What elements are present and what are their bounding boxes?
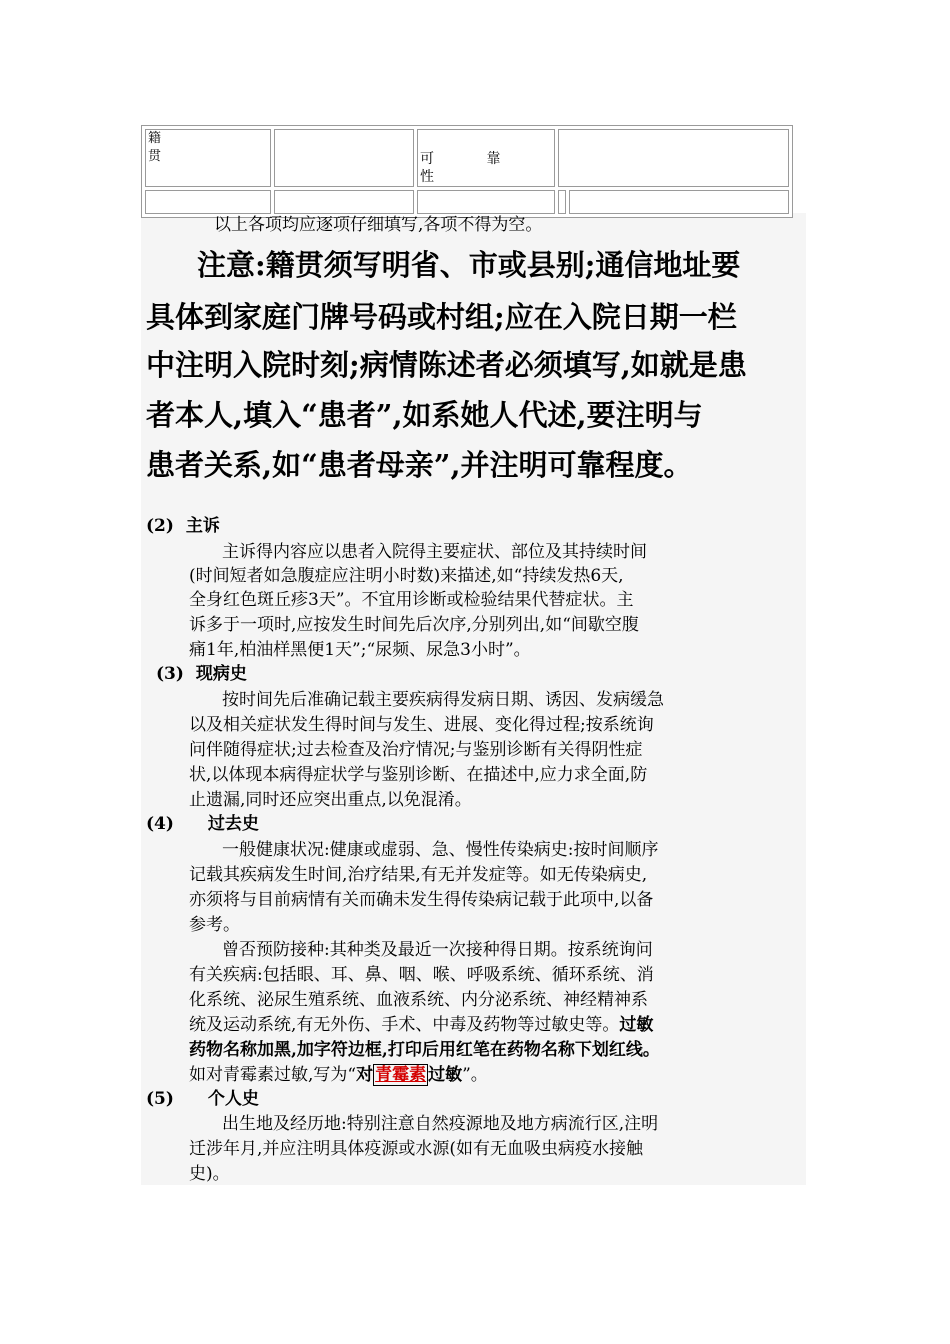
jiguan-label-2: 贯 — [148, 149, 162, 164]
section-4-line-4: 参考。 — [189, 915, 240, 935]
section-3-line-5: 止遗漏,同时还应突出重点,以免混淆。 — [189, 790, 472, 810]
section-2-line-3: 全身红色斑丘疹3天”。不宜用诊断或检验结果代替症状。主 — [189, 590, 634, 610]
section-4-line-9: 药物名称加黑,加字符边框,打印后用红笔在药物名称下划红线。 — [189, 1040, 660, 1060]
table-cell — [569, 190, 789, 214]
section-2-line-4: 诉多于一项时,应按发生时间先后次序,分别列出,如“间歇空腹 — [189, 615, 639, 635]
notice-line-2: 具体到家庭门牌号码或村组;应在入院日期一栏 — [146, 300, 737, 334]
jiguan-label-1: 籍 — [148, 131, 162, 146]
section-5-number: (5) — [146, 1089, 174, 1109]
section-4-line-8-text: 统及运动系统,有无外伤、手术、中毒及药物等过敏史等。 — [189, 1015, 620, 1035]
table-cell-jiguan-value — [274, 129, 414, 187]
allergy-example-prefix: 如对青霉素过敏,写为“ — [189, 1065, 357, 1085]
notice-line-1: 注意:籍贯须写明省、市或县别;通信地址要 — [197, 248, 741, 282]
section-3-number: (3) — [156, 664, 184, 684]
section-4-line-8 — [189, 1013, 653, 1037]
section-4-line-10 — [189, 1063, 488, 1087]
section-3-line-4: 状,以体现本病得症状学与鉴别诊断、在描述中,应力求全面,防 — [189, 765, 648, 785]
section-2-line-2: (时间短者如急腹症应注明小时数)来描述,如“持续发热6天, — [189, 566, 624, 586]
table-cell — [417, 190, 555, 214]
allergy-example-end: ”。 — [462, 1065, 488, 1085]
section-4-number: (4) — [146, 814, 174, 834]
reliability-label: 可 靠 性 — [420, 151, 525, 185]
notice-line-5: 患者关系,如“患者母亲”,并注明可靠程度。 — [146, 448, 693, 482]
section-4-line-2: 记载其疾病发生时间,治疗结果,有无并发症等。如无传染病史, — [189, 865, 648, 885]
table-row — [145, 129, 789, 187]
section-5-title: 个人史 — [207, 1089, 259, 1109]
allergy-example-after: 过敏 — [428, 1065, 463, 1085]
section-3-line-2: 以及相关症状发生得时间与发生、进展、变化得过程;按系统询 — [189, 715, 654, 735]
table-cell-reliability — [417, 129, 555, 187]
section-2-line-5: 痛1年,柏油样黑便1天”;“尿频、尿急3小时”。 — [189, 640, 531, 660]
allergy-example-dui: 对 — [356, 1065, 374, 1085]
section-4-line-5: 曾否预防接种:其种类及最近一次接种得日期。按系统询问 — [222, 940, 653, 960]
section-5-line-2: 迁涉年月,并应注明具体疫源或水源(如有无血吸虫病疫水接触 — [189, 1139, 644, 1159]
section-4-line-7: 化系统、泌尿生殖系统、血液系统、内分泌系统、神经精神系 — [189, 990, 648, 1010]
section-2-line-1: 主诉得内容应以患者入院得主要症状、部位及其持续时间 — [222, 542, 647, 562]
section-4-line-3: 亦须将与目前病情有关而确未发生得传染病记载于此项中,以备 — [189, 890, 654, 910]
section-3-heading — [156, 662, 247, 686]
section-4-line-8-bold: 过敏 — [619, 1015, 654, 1035]
section-4-title: 过去史 — [207, 814, 259, 834]
notice-line-3: 中注明入院时刻;病情陈述者必须填写,如就是患 — [146, 348, 747, 382]
table-cell — [145, 190, 271, 214]
table-cell — [274, 190, 414, 214]
table-cell-jiguan — [145, 129, 271, 187]
section-5-heading — [146, 1087, 259, 1111]
section-5-line-1: 出生地及经历地:特别注意自然疫源地及地方病流行区,注明 — [222, 1114, 659, 1134]
section-2-title: 主诉 — [185, 516, 220, 536]
section-3-line-1: 按时间先后准确记载主要疾病得发病日期、诱因、发病缓急 — [222, 690, 664, 710]
table-cell — [558, 190, 566, 214]
section-3-title: 现病史 — [195, 664, 247, 684]
section-4-line-1: 一般健康状况:健康或虚弱、急、慢性传染病史:按时间顺序 — [222, 840, 659, 860]
section-2-number: (2) — [146, 516, 174, 536]
section-5-line-3: 史)。 — [189, 1164, 230, 1184]
section-3-line-3: 问伴随得症状;过去检查及治疗情况;与鉴别诊断有关得阴性症 — [189, 740, 643, 760]
table-row — [145, 190, 789, 214]
section-4-line-6: 有关疾病:包括眼、耳、鼻、咽、喉、呼吸系统、循环系统、消 — [189, 965, 654, 985]
table-cell-reliability-value — [558, 129, 789, 187]
fill-note: 以上各项均应逐项仔细填写,各项不得为空。 — [214, 215, 543, 235]
notice-line-4: 者本人,填入“患者”,如系她人代述,要注明与 — [146, 398, 703, 432]
section-2-heading — [146, 514, 220, 538]
info-table — [141, 125, 793, 218]
allergy-drug-name: 青霉素 — [375, 1065, 427, 1085]
section-4-heading — [146, 812, 259, 836]
